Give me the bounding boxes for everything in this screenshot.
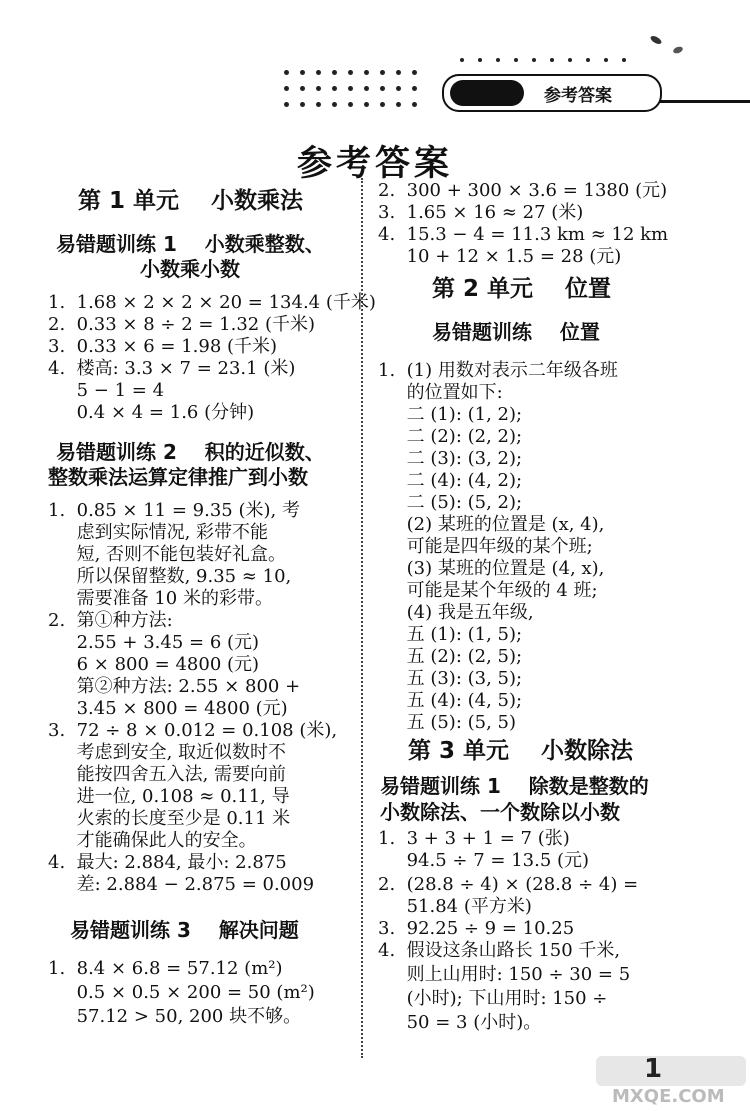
list-item: 51.84 (平方米) <box>378 896 532 917</box>
list-item: 短, 否则不能包装好礼盒。 <box>48 544 287 565</box>
list-item: 2. 第①种方法: <box>48 610 173 631</box>
list-item: 5 − 1 = 4 <box>48 380 165 401</box>
list-item: 可能是四年级的某个班; <box>378 536 593 557</box>
list-item: 能按四舍五入法, 需要向前 <box>48 764 287 785</box>
unit3-title: 第 3 单元 小数除法 <box>408 738 634 764</box>
list-item: 2. (28.8 ÷ 4) × (28.8 ÷ 4) = <box>378 874 639 895</box>
list-item: (小时); 下山用时: 150 ÷ <box>378 988 608 1009</box>
list-item: 才能确保此人的安全。 <box>48 830 257 851</box>
s2-title-line1: 易错题训练 2 积的近似数、 <box>56 440 325 464</box>
list-item: 进一位, 0.108 ≈ 0.11, 导 <box>48 786 290 807</box>
list-item: 的位置如下: <box>378 382 503 403</box>
list-item: 3. 72 ÷ 8 × 0.012 = 0.108 (米), <box>48 720 338 741</box>
list-item: 2. 0.33 × 8 ÷ 2 = 1.32 (千米) <box>48 314 316 335</box>
list-item: 0.4 × 4 = 1.6 (分钟) <box>48 402 255 423</box>
unit1-title: 第 1 单元 小数乘法 <box>78 188 304 214</box>
list-item: 五 (5): (5, 5) <box>378 712 517 733</box>
list-item: 五 (4): (4, 5); <box>378 690 523 711</box>
list-item: 二 (1): (1, 2); <box>378 404 523 425</box>
list-item: 二 (3): (3, 2); <box>378 448 523 469</box>
list-item: 2. 300 + 300 × 3.6 = 1380 (元) <box>378 180 668 201</box>
header-dot-grid <box>0 0 1 1</box>
s1-title-line2: 小数乘小数 <box>140 257 240 281</box>
badge-label: 参考答案 <box>544 86 612 106</box>
list-item: 3. 0.33 × 6 = 1.98 (千米) <box>48 336 278 357</box>
list-item: 第②种方法: 2.55 × 800 + <box>48 676 301 697</box>
list-item: 火索的长度至少是 0.11 米 <box>48 808 291 829</box>
list-item: 1. 1.68 × 2 × 2 × 20 = 134.4 (千米) <box>48 292 376 313</box>
list-item: 考虑到安全, 取近似数时不 <box>48 742 287 763</box>
s1-title-line1: 易错题训练 1 小数乘整数、 <box>56 232 325 256</box>
list-item: 3. 92.25 ÷ 9 = 10.25 <box>378 918 575 939</box>
leaf-ornament-icon <box>644 30 694 60</box>
page-number: 1 <box>644 1054 663 1084</box>
list-item: 五 (1): (1, 5); <box>378 624 523 645</box>
list-item: 57.12 > 50, 200 块不够。 <box>48 1006 302 1027</box>
list-item: 五 (2): (2, 5); <box>378 646 523 667</box>
list-item: (3) 某班的位置是 (4, x), <box>378 558 605 579</box>
list-item: (2) 某班的位置是 (x, 4), <box>378 514 605 535</box>
list-item: 4. 假设这条山路长 150 千米, <box>378 940 621 961</box>
header-rule <box>660 100 750 103</box>
list-item: 4. 15.3 − 4 = 11.3 km ≈ 12 km <box>378 224 669 245</box>
list-item: 10 + 12 × 1.5 = 28 (元) <box>378 246 622 267</box>
list-item: 二 (4): (4, 2); <box>378 470 523 491</box>
u2-sub-title: 易错题训练 位置 <box>432 320 600 344</box>
list-item: 1. 3 + 3 + 1 = 7 (张) <box>378 828 570 849</box>
list-item: 6 × 800 = 4800 (元) <box>48 654 260 675</box>
list-item: 五 (3): (3, 5); <box>378 668 523 689</box>
list-item: 3.45 × 800 = 4800 (元) <box>48 698 288 719</box>
list-item: 可能是某个年级的 4 班; <box>378 580 598 601</box>
list-item: (4) 我是五年级, <box>378 602 534 623</box>
list-item: 4. 楼高: 3.3 × 7 = 23.1 (米) <box>48 358 296 379</box>
list-item: 所以保留整数, 9.35 ≈ 10, <box>48 566 292 587</box>
answer-key-badge <box>442 74 662 112</box>
list-item: 1. 0.85 × 11 = 9.35 (米), 考 <box>48 500 300 521</box>
list-item: 94.5 ÷ 7 = 13.5 (元) <box>378 850 590 871</box>
list-item: 3. 1.65 × 16 ≈ 27 (米) <box>378 202 584 223</box>
list-item: 4. 最大: 2.884, 最小: 2.875 <box>48 852 287 873</box>
u3-sub-line1: 易错题训练 1 除数是整数的 <box>380 774 649 798</box>
list-item: 50 = 3 (小时)。 <box>378 1012 542 1033</box>
list-item: 需要准备 10 米的彩带。 <box>48 588 273 609</box>
list-item: 差: 2.884 − 2.875 = 0.009 <box>48 874 315 895</box>
u3-sub-line2: 小数除法、一个数除以小数 <box>380 800 620 824</box>
list-item: 1. 8.4 × 6.8 = 57.12 (m²) <box>48 958 283 979</box>
list-item: 虑到实际情况, 彩带不能 <box>48 522 269 543</box>
list-item: 2.55 + 3.45 = 6 (元) <box>48 632 260 653</box>
badge-dark-tab <box>450 80 524 106</box>
list-item: 二 (5): (5, 2); <box>378 492 523 513</box>
list-item: 二 (2): (2, 2); <box>378 426 523 447</box>
s3-title: 易错题训练 3 解决问题 <box>70 918 299 942</box>
watermark-logo-block <box>596 1056 746 1086</box>
list-item: 则上山用时: 150 ÷ 30 = 5 <box>378 964 631 985</box>
list-item: 0.5 × 0.5 × 200 = 50 (m²) <box>48 982 315 1003</box>
list-item: 1. (1) 用数对表示二年级各班 <box>378 360 618 381</box>
page-title: 参考答案 <box>296 144 453 184</box>
watermark-text: MXQE.COM <box>612 1086 725 1107</box>
unit2-title: 第 2 单元 位置 <box>432 276 612 302</box>
s2-title-line2: 整数乘法运算定律推广到小数 <box>48 465 308 489</box>
